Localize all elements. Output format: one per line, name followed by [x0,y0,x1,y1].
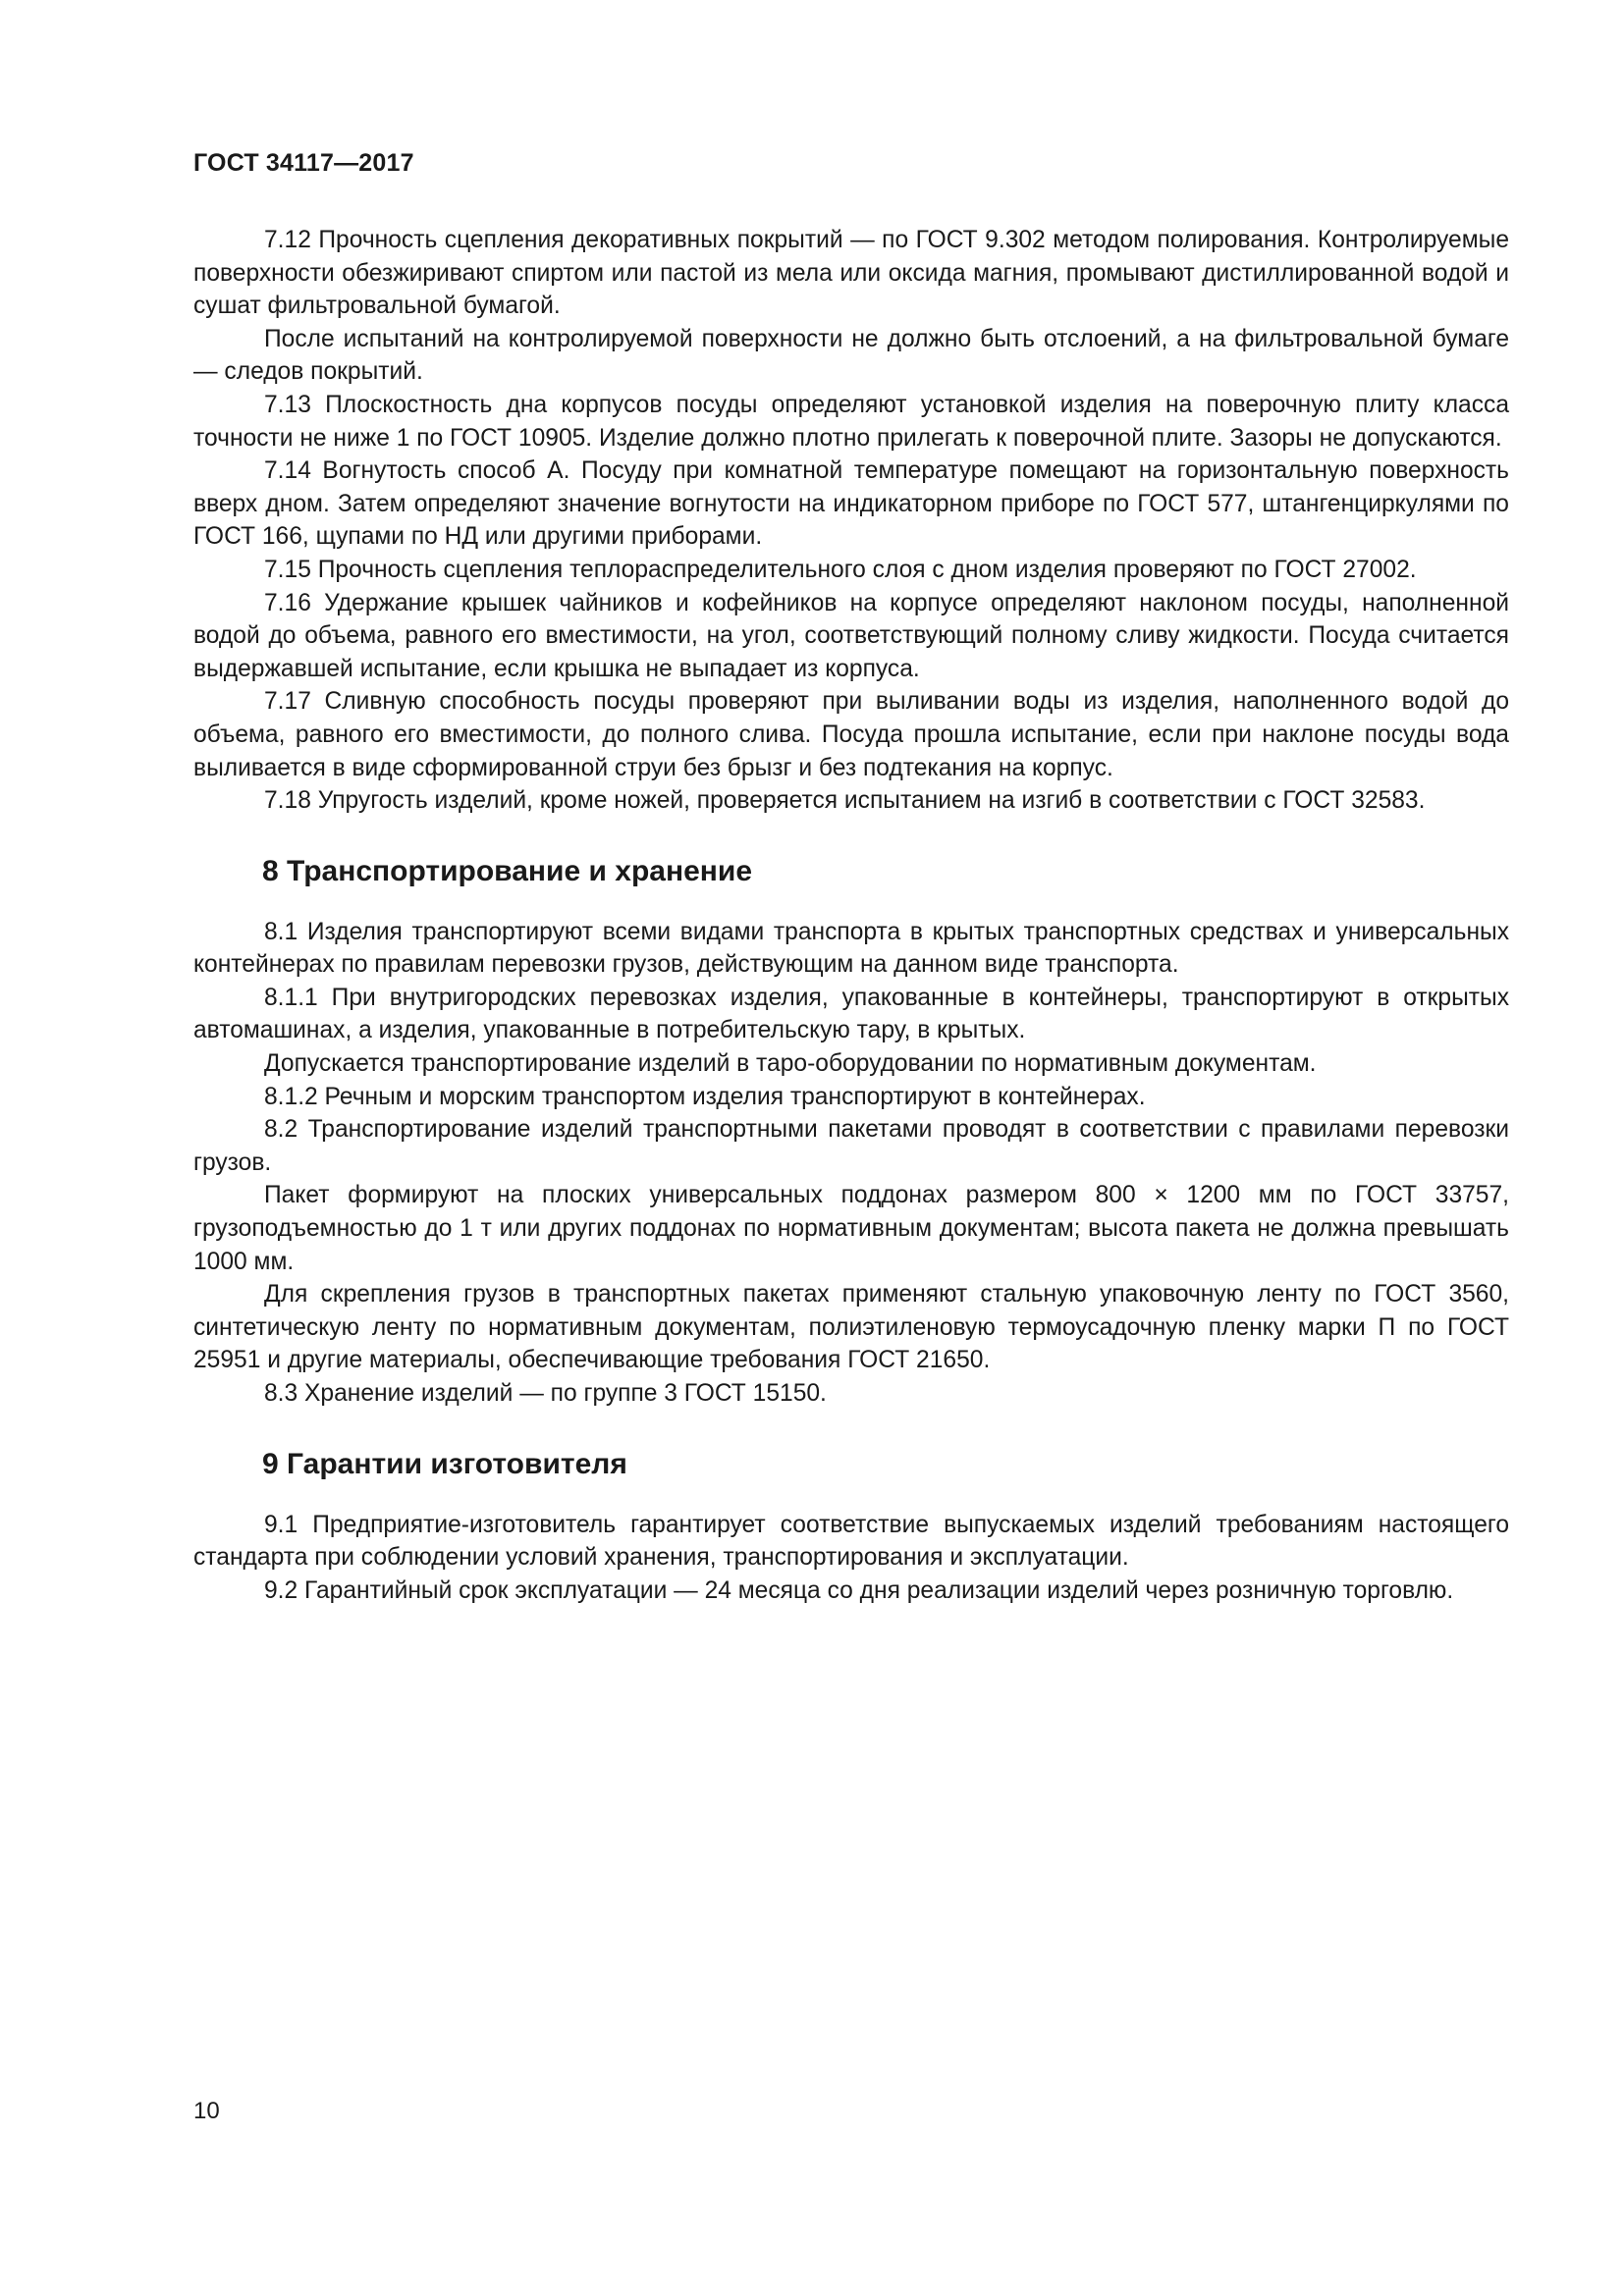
document-body [193,224,1509,1607]
paragraph-8-3: 8.3 Хранение изделий — по группе 3 ГОСТ 15150. [264,1380,827,1407]
section-8-body [193,916,1509,1411]
paragraph-8-2-fastening: Для скрепления грузов в транспортных пакетах применяют стальную упаковочную ленту по ГОСТ 3560, синтетическую ленту по нормативным документам, полиэтиленовую термоусадочную пленку марки П по ГОСТ 25951 и другие материалы, обеспечивающие требования ГОСТ 21650. [193,1281,1509,1374]
paragraph-8-1-1: 8.1.1 При внутригородских перевозках изделия, упакованные в контейнеры, транспортируют в открытых автомашинах, а изделия, упакованные в потребительскую тару, в крытых. [193,984,1509,1044]
paragraph-7-18: 7.18 Упругость изделий, кроме ножей, проверяется испытанием на изгиб в соответствии с ГОСТ 32583. [264,787,1426,815]
paragraph-7-14: 7.14 Вогнутость способ А. Посуду при комнатной температуре помещают на горизонтальную поверхность вверх дном. Затем определяют значение вогнутости на индикаторном приборе по ГОСТ 577, штангенциркулями по ГОСТ 166, щупами по НД или другими приборами. [193,457,1509,551]
paragraph-8-2-pallet: Пакет формируют на плоских универсальных поддонах размером 800 × 1200 мм по ГОСТ 33757, грузоподъемностью до 1 т или других поддонах по нормативным документам; высота пакета не должна превышать 1000 мм. [193,1182,1509,1275]
paragraph-8-1: 8.1 Изделия транспортируют всеми видами транспорта в крытых транспортных средствах и универсальных контейнерах по правилам перевозки грузов, действующим на данном виде транспорта. [193,918,1509,979]
paragraph-7-12: 7.12 Прочность сцепления декоративных покрытий — по ГОСТ 9.302 методом полирования. Контролируемые поверхности обезжиривают спиртом или пастой из мела или оксида магния, промывают дистиллированной водой и сушат фильтровальной бумагой. [193,227,1509,320]
paragraph-9-1: 9.1 Предприятие-изготовитель гарантирует соответствие выпускаемых изделий требованиям настоящего стандарта при соблюдении условий хранения, транспортирования и эксплуатации. [193,1511,1509,1572]
page-number: 10 [193,2098,220,2124]
section-9-title: 9 Гарантии изготовителя [262,1447,627,1480]
paragraph-7-17: 7.17 Сливную способность посуды проверяют при выливании воды из изделия, наполненного водой до объема, равного его вместимости, до полного слива. Посуда прошла испытание, если при наклоне посуды вода выливается в виде сформированной струи без брызг и без подтекания на корпус. [193,688,1509,781]
document-code-header: ГОСТ 34117—2017 [193,149,414,177]
paragraph-7-12-result: После испытаний на контролируемой поверхности не должно быть отслоений, а на фильтровальной бумаге — следов покрытий. [193,325,1509,386]
section-7-body [193,224,1509,818]
spacer [193,1484,1509,1509]
paragraph-8-2: 8.2 Транспортирование изделий транспортными пакетами проводят в соответствии с правилами перевозки грузов. [193,1116,1509,1176]
spacer [193,891,1509,916]
paragraph-8-1-2: 8.1.2 Речным и морским транспортом изделия транспортируют в контейнерах. [264,1083,1146,1110]
paragraph-8-1-1-note: Допускается транспортирование изделий в таро-оборудовании по нормативным документам. [264,1050,1317,1078]
section-8-title: 8 Транспортирование и хранение [262,854,753,887]
paragraph-7-13: 7.13 Плоскостность дна корпусов посуды определяют установкой изделия на поверочную плиту класса точности не ниже 1 по ГОСТ 10905. Изделие должно плотно прилегать к поверочной плите. Зазоры не допускаются. [193,391,1509,452]
spacer [193,1411,1509,1445]
spacer [193,818,1509,852]
section-9-body [193,1509,1509,1608]
paragraph-7-16: 7.16 Удержание крышек чайников и кофейников на корпусе определяют наклоном посуды, наполненной водой до объема, равного его вместимости, на угол, соответствующий полному сливу жидкости. Посуда считается выдержавшей испытание, если крышка не выпадает из корпуса. [193,589,1509,682]
paragraph-7-15: 7.15 Прочность сцепления теплораспределительного слоя с дном изделия проверяют по ГОСТ 27002. [264,556,1417,583]
paragraph-9-2: 9.2 Гарантийный срок эксплуатации — 24 месяца со дня реализации изделий через розничную торговлю. [264,1576,1454,1604]
